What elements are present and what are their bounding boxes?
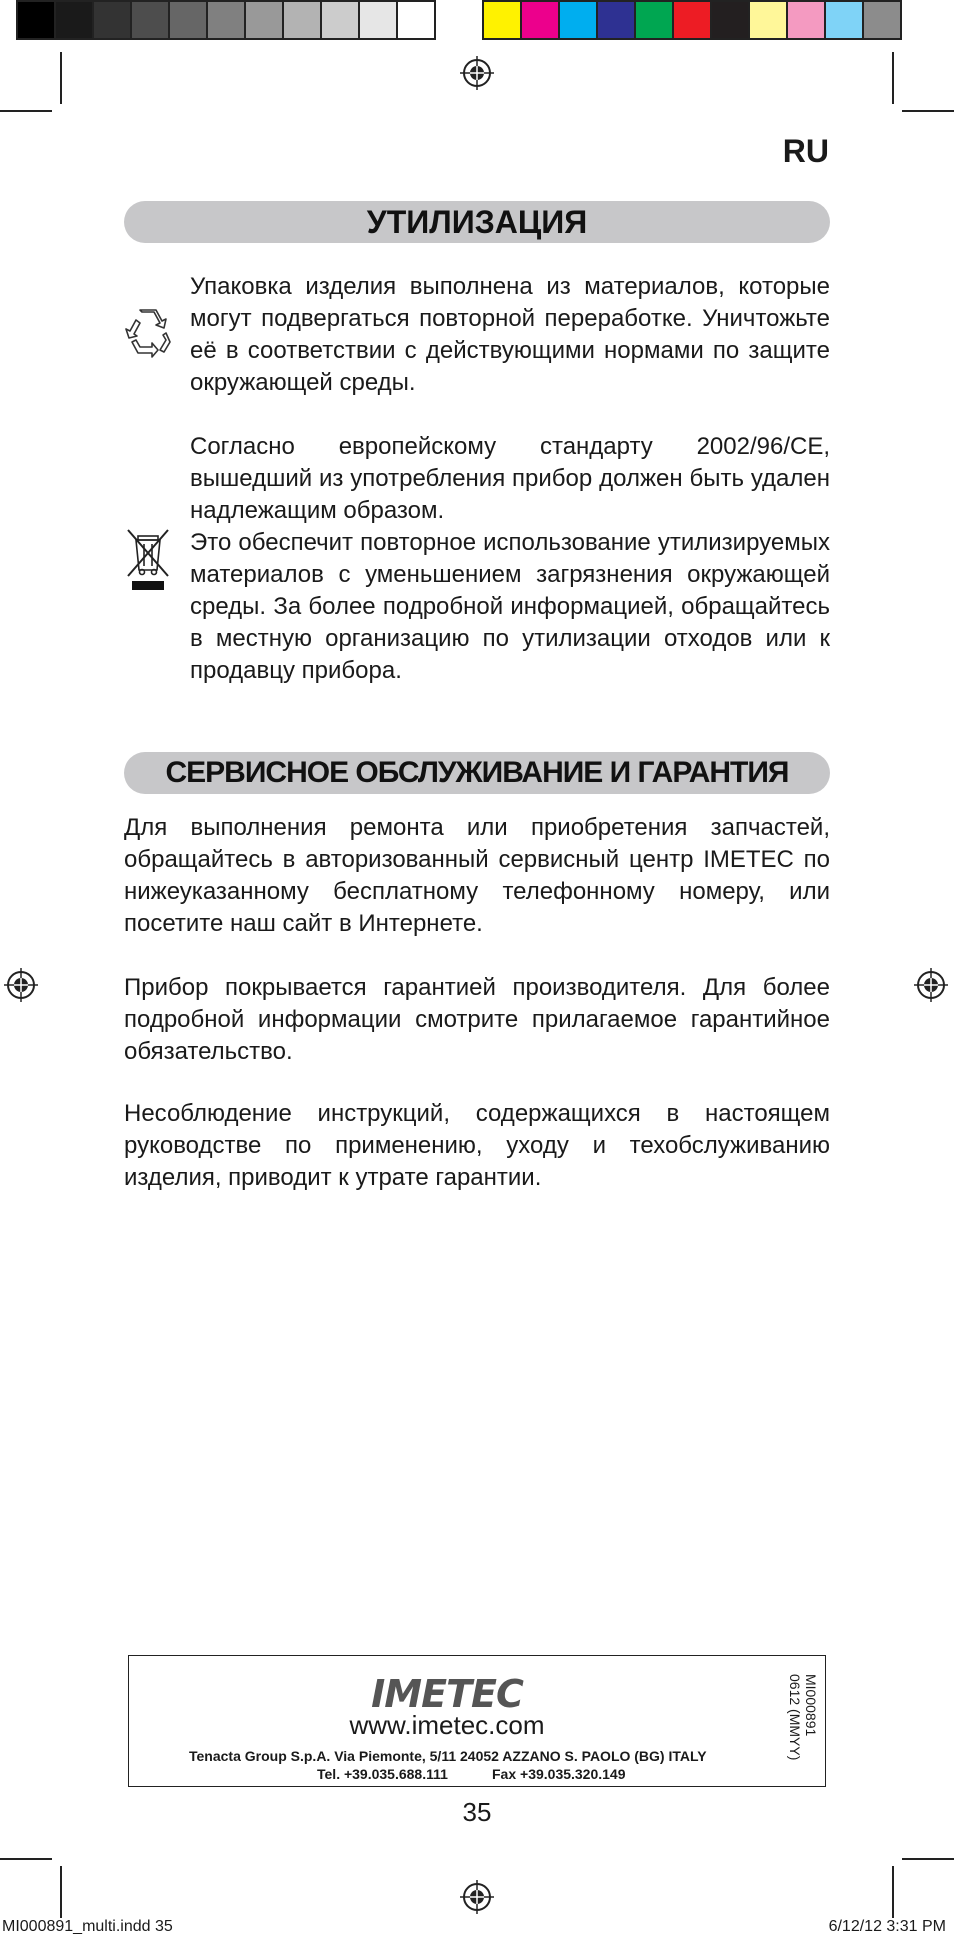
document-code	[787, 1674, 819, 1760]
slug-datetime: 6/12/12 3:31 PM	[828, 1918, 946, 1935]
crop-mark	[0, 1858, 52, 1860]
gray-swatch	[168, 0, 208, 40]
recycle-text: Упаковка изделия выполнена из материалов, которые могут подвергаться повторной переработке. Уничтожьте её в соответствии с действующими нормами по защите окружающей среды.	[190, 273, 830, 396]
gray-swatch	[206, 0, 246, 40]
color-swatch	[596, 0, 636, 40]
gray-swatch	[282, 0, 322, 40]
gray-swatch	[54, 0, 94, 40]
color-swatch	[748, 0, 788, 40]
color-swatch	[786, 0, 826, 40]
registration-mark-icon	[460, 1880, 494, 1914]
section-title-disposal: УТИЛИЗАЦИЯ	[124, 201, 830, 243]
service-paragraph-void: Несоблюдение инструкций, содержащихся в настоящем руководстве по применению, уходу и техобслуживанию изделия, приводит к утрате гарантии.	[124, 1100, 830, 1191]
company-info-box	[128, 1655, 826, 1787]
crop-mark	[892, 52, 894, 104]
color-bar	[484, 0, 902, 44]
fax-number: Fax +39.035.320.149	[492, 1766, 626, 1782]
phone-number: Tel. +39.035.688.111	[317, 1766, 448, 1782]
color-swatch	[710, 0, 750, 40]
color-swatch	[862, 0, 902, 40]
crop-mark	[902, 1858, 954, 1860]
crop-mark	[902, 110, 954, 112]
website-link[interactable]: www.imetec.com	[349, 1710, 545, 1740]
color-swatch	[634, 0, 674, 40]
section-title-service: СЕРВИСНОЕ ОБСЛУЖИВАНИЕ И ГАРАНТИЯ	[124, 752, 830, 794]
gray-swatch	[244, 0, 284, 40]
recycle-icon	[122, 306, 174, 358]
gray-swatch	[92, 0, 132, 40]
color-swatch	[520, 0, 560, 40]
crop-mark	[60, 1866, 62, 1918]
color-swatch	[558, 0, 598, 40]
document-code-date: 0612 (MMYY)	[787, 1674, 803, 1761]
registration-mark-icon	[460, 56, 494, 90]
gray-swatch	[16, 0, 56, 40]
gray-swatch	[320, 0, 360, 40]
crop-mark	[0, 110, 52, 112]
slug-filename: MI000891_multi.indd 35	[2, 1918, 173, 1935]
color-swatch	[672, 0, 712, 40]
brand-logo: IMETEC	[371, 1672, 523, 1716]
page-number: 35	[462, 1797, 492, 1827]
crossed-bin-icon	[124, 526, 172, 592]
service-paragraph-warranty: Прибор покрывается гарантией производителя. Для более подробной информации смотрите прилагаемое гарантийное обязательство.	[124, 974, 830, 1065]
registration-mark-icon	[4, 968, 38, 1002]
weee-text-intro: Согласно европейскому стандарту 2002/96/CE, вышедший из употребления прибор должен быть удален надлежащим образом.	[190, 433, 830, 524]
company-address: Tenacta Group S.p.A. Via Piemonte, 5/11 24052 AZZANO S. PAOLO (BG) ITALY	[189, 1748, 707, 1764]
service-paragraph-repair: Для выполнения ремонта или приобретения запчастей, обращайтесь в авторизованный сервисный центр IMETEC по нижеуказанному бесплатному телефонному номеру, или посетите наш сайт в Интернете.	[124, 814, 830, 937]
crop-mark	[892, 1866, 894, 1918]
color-swatch	[824, 0, 864, 40]
gray-swatch	[130, 0, 170, 40]
color-swatch	[482, 0, 522, 40]
registration-mark-icon	[914, 968, 948, 1002]
grayscale-bar	[18, 0, 436, 44]
document-code-id: MI000891	[803, 1674, 819, 1737]
gray-swatch	[358, 0, 398, 40]
crop-mark	[60, 52, 62, 104]
language-tag: RU	[782, 133, 829, 169]
gray-swatch	[396, 0, 436, 40]
weee-text-details: Это обеспечит повторное использование утилизируемых материалов с уменьшением загрязнения окружающей среды. За более подробной информацией, обращайтесь в местную организацию по утилизации отходов или к продавцу прибора.	[190, 529, 830, 684]
